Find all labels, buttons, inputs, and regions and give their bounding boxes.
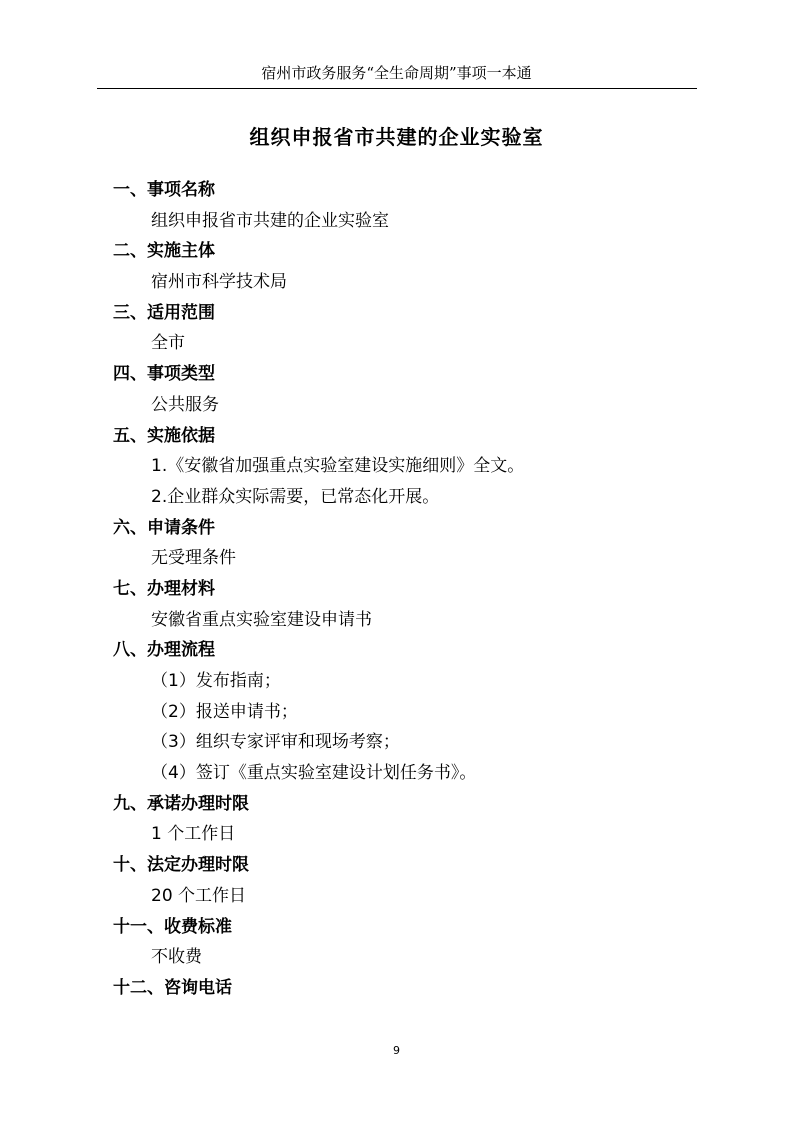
section-value: 20 个工作日 — [151, 885, 247, 906]
section-heading: 十、法定办理时限 — [113, 855, 249, 876]
process-step: （3）组织专家评审和现场考察； — [151, 732, 400, 753]
section-value: 不收费 — [151, 947, 202, 968]
section-heading: 五、实施依据 — [113, 425, 215, 446]
document-body — [113, 175, 713, 1004]
section-heading: 一、事项名称 — [113, 180, 215, 200]
section-heading: 九、承诺办理时限 — [113, 793, 249, 814]
process-step: （1）发布指南； — [151, 671, 281, 691]
section-heading: 三、适用范围 — [113, 302, 215, 323]
section-value: 全市 — [151, 333, 185, 354]
section-value: 无受理条件 — [151, 548, 236, 569]
section-value: 组织申报省市共建的企业实验室 — [151, 210, 389, 231]
section-value: 1 个工作日 — [151, 824, 236, 845]
section-heading: 四、事项类型 — [113, 364, 215, 385]
process-step: （2）报送申请书； — [151, 701, 298, 722]
section-heading: 七、办理材料 — [113, 578, 215, 599]
section-heading: 十二、咨询电话 — [113, 977, 232, 998]
section-value: 公共服务 — [151, 394, 219, 415]
section-value: 1.《安徽省加强重点实验室建设实施细则》全文。 — [151, 456, 525, 477]
page-number: 9 — [393, 1044, 400, 1057]
document-title: 组织申报省市共建的企业实验室 — [249, 125, 544, 149]
page-header: 宿州市政务服务“全生命周期”事项一本通 — [261, 64, 532, 82]
process-step: （4）签订《重点实验室建设计划任务书》。 — [151, 763, 477, 784]
header-divider — [97, 88, 697, 89]
section-value: 2.企业群众实际需要，已常态化开展。 — [151, 486, 440, 507]
section-heading: 六、申请条件 — [113, 517, 215, 538]
section-value: 宿州市科学技术局 — [151, 272, 287, 293]
section-value: 安徽省重点实验室建设申请书 — [151, 609, 372, 630]
section-heading: 十一、收费标准 — [113, 916, 232, 937]
section-heading: 二、实施主体 — [113, 241, 215, 262]
section-heading: 八、办理流程 — [113, 640, 215, 661]
